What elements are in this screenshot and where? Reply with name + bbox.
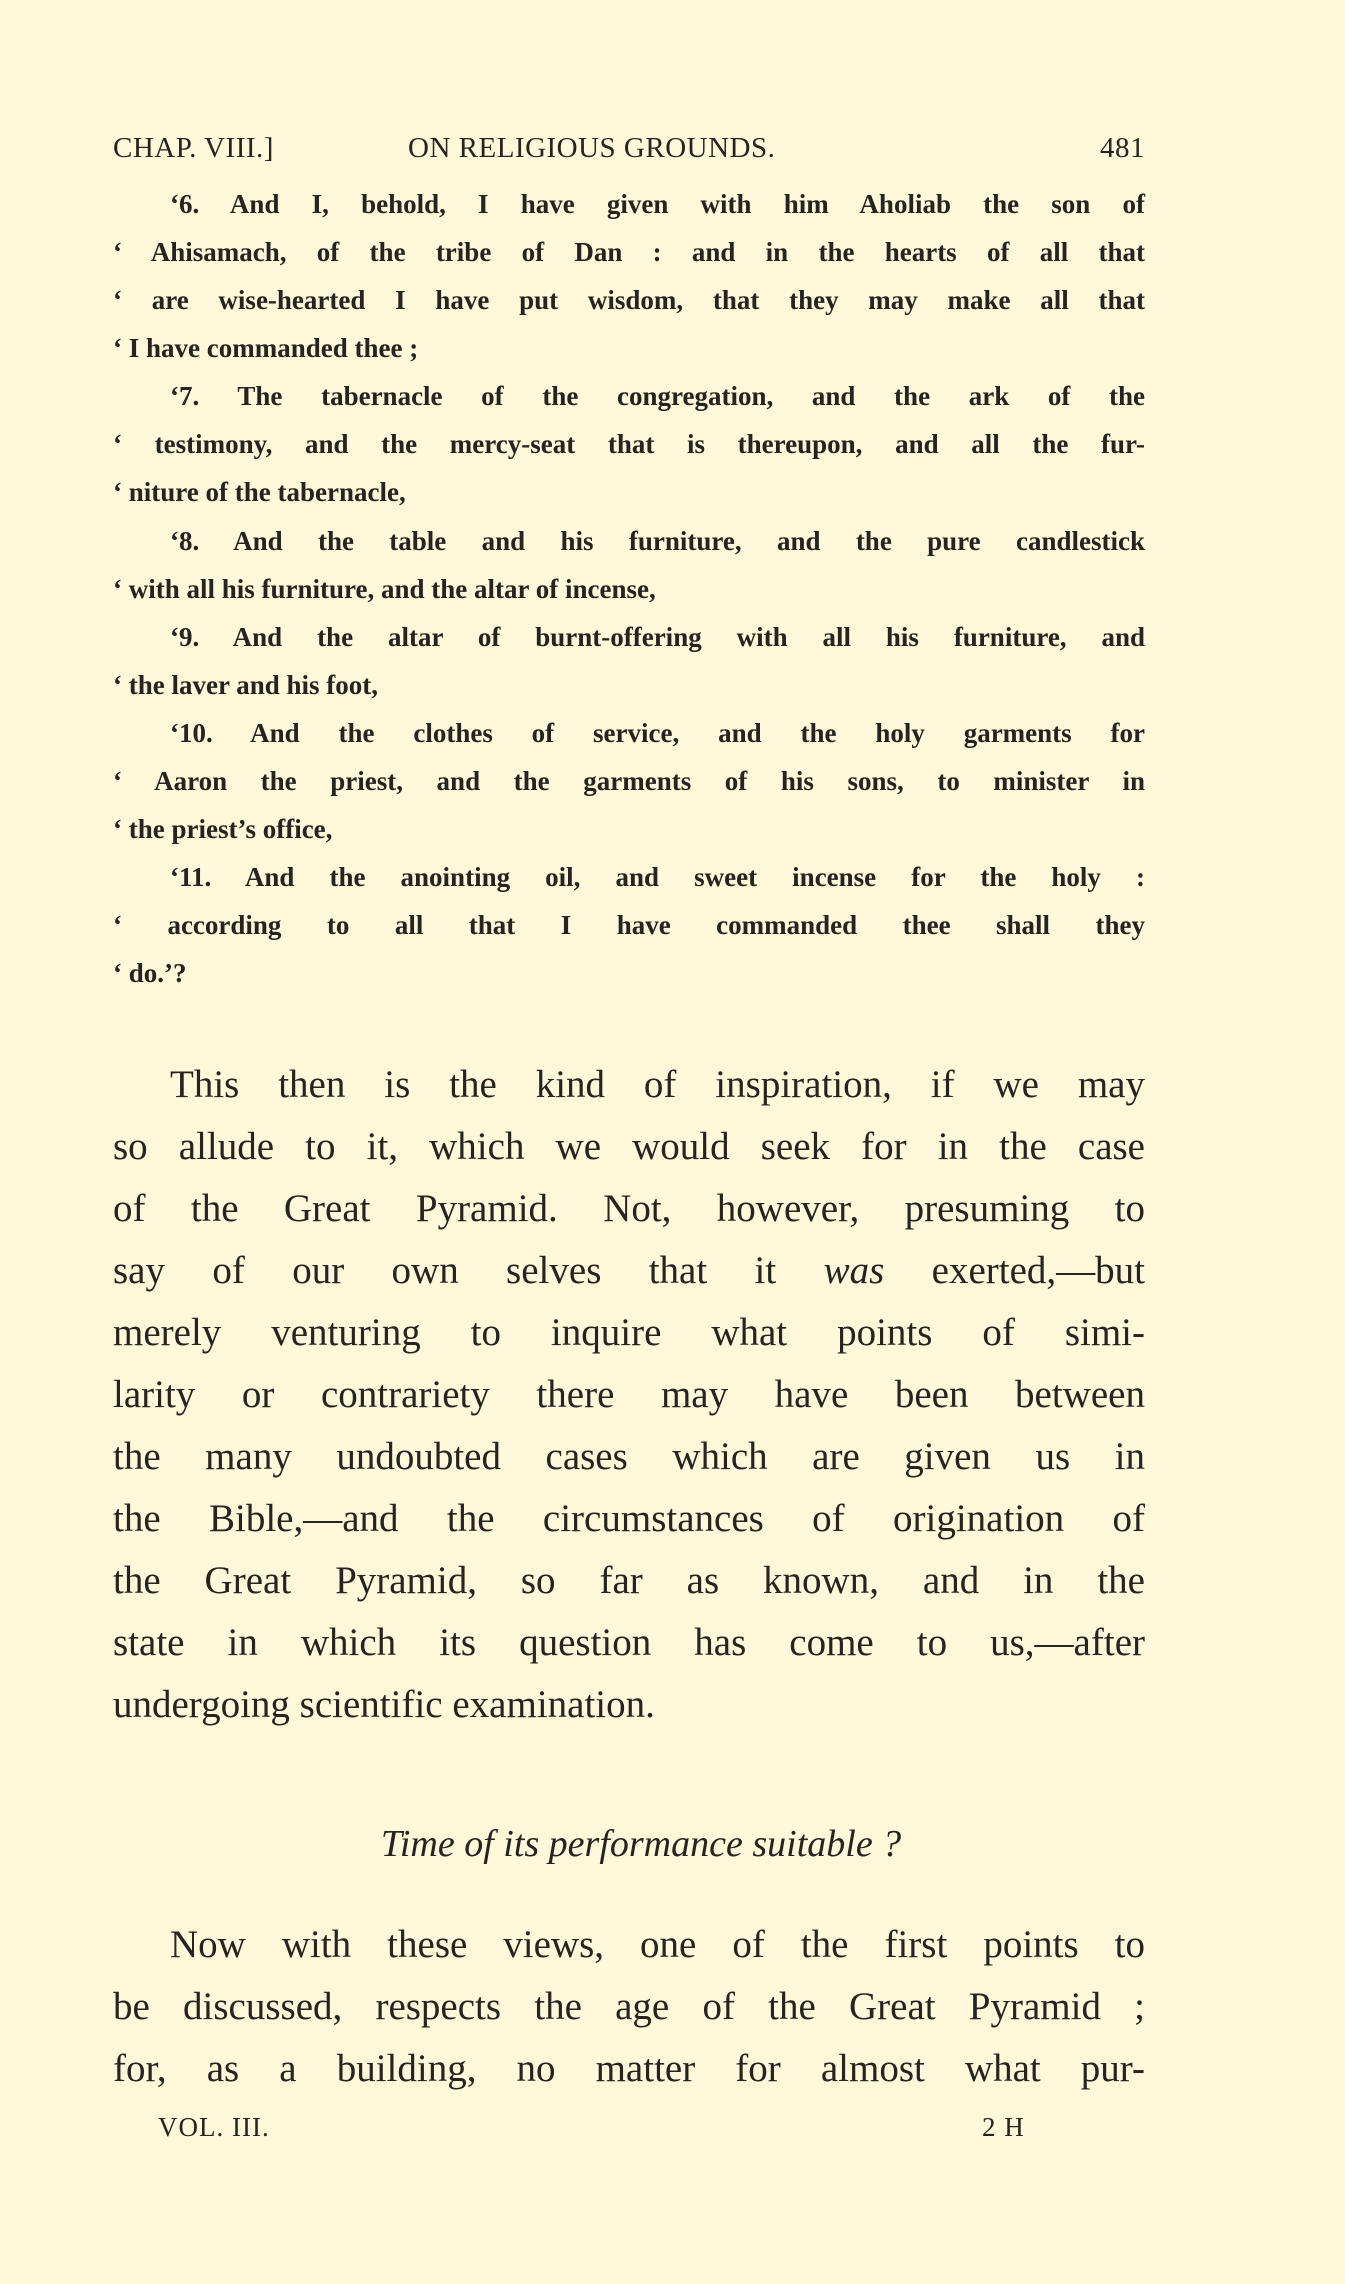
quote-line: ‘ according to all that I have commanded thee shall they [113, 910, 1145, 940]
body-line: the Bible,—and the circumstances of origination of [113, 1497, 1145, 1540]
quote-line: ‘ Aaron the priest, and the garments of his sons, to minister in [113, 766, 1145, 796]
body-text: say of our own selves that it [113, 1249, 777, 1292]
quote-line: ‘ the priest’s office, [113, 814, 333, 844]
body-line: so allude to it, which we would seek for in the case [113, 1125, 1145, 1168]
quote-line: ‘ the laver and his foot, [113, 670, 379, 700]
quote-line: ‘9. And the altar of burnt-offering with all his furniture, and [170, 622, 1145, 652]
quote-line: ‘ Ahisamach, of the tribe of Dan : and in the hearts of all that [113, 237, 1145, 267]
body-line [113, 1240, 1145, 1302]
body-line: the Great Pyramid, so far as known, and in the [113, 1559, 1145, 1602]
quote-line: ‘ are wise-hearted I have put wisdom, that they may make all that [113, 285, 1145, 315]
emphasis-text: was [823, 1249, 885, 1292]
quote-line: ‘ niture of the tabernacle, [113, 477, 406, 507]
quote-line: ‘10. And the clothes of service, and the holy garments for [170, 718, 1145, 748]
chapter-label: CHAP. VIII.] [113, 132, 274, 164]
body-line: of the Great Pyramid. Not, however, presuming to [113, 1187, 1145, 1230]
body-line: undergoing scientific examination. [113, 1683, 655, 1726]
signature-mark: 2 H [982, 2112, 1025, 2142]
quote-line: ‘ do.’? [113, 958, 187, 988]
volume-label: VOL. III. [158, 2112, 270, 2142]
body-line: This then is the kind of inspiration, if we may [170, 1063, 1145, 1106]
quote-line: ‘ testimony, and the mercy-seat that is thereupon, and all the fur- [113, 429, 1145, 459]
quote-line: ‘ with all his furniture, and the altar of incense, [113, 574, 656, 604]
body-line: Now with these views, one of the first points to [170, 1923, 1145, 1966]
page-number: 481 [1100, 132, 1145, 164]
body-line: merely venturing to inquire what points of simi- [113, 1311, 1145, 1354]
section-heading: Time of its performance suitable ? [380, 1823, 902, 1865]
body-line: be discussed, respects the age of the Great Pyramid ; [113, 1985, 1145, 2028]
body-text: exerted,—but [931, 1249, 1145, 1292]
body-line: for, as a building, no matter for almost what pur- [113, 2047, 1145, 2090]
quote-line: ‘8. And the table and his furniture, and the pure candlestick [170, 526, 1145, 556]
quote-line: ‘6. And I, behold, I have given with him Aholiab the son of [170, 189, 1145, 219]
quote-line: ‘ I have commanded thee ; [113, 333, 419, 363]
body-line: state in which its question has come to us,—after [113, 1621, 1145, 1664]
body-line: the many undoubted cases which are given us in [113, 1435, 1145, 1478]
running-title: ON RELIGIOUS GROUNDS. [408, 132, 776, 164]
body-line: larity or contrariety there may have been between [113, 1373, 1145, 1416]
quote-line: ‘7. The tabernacle of the congregation, and the ark of the [170, 381, 1145, 411]
quote-line: ‘11. And the anointing oil, and sweet incense for the holy : [170, 862, 1145, 892]
